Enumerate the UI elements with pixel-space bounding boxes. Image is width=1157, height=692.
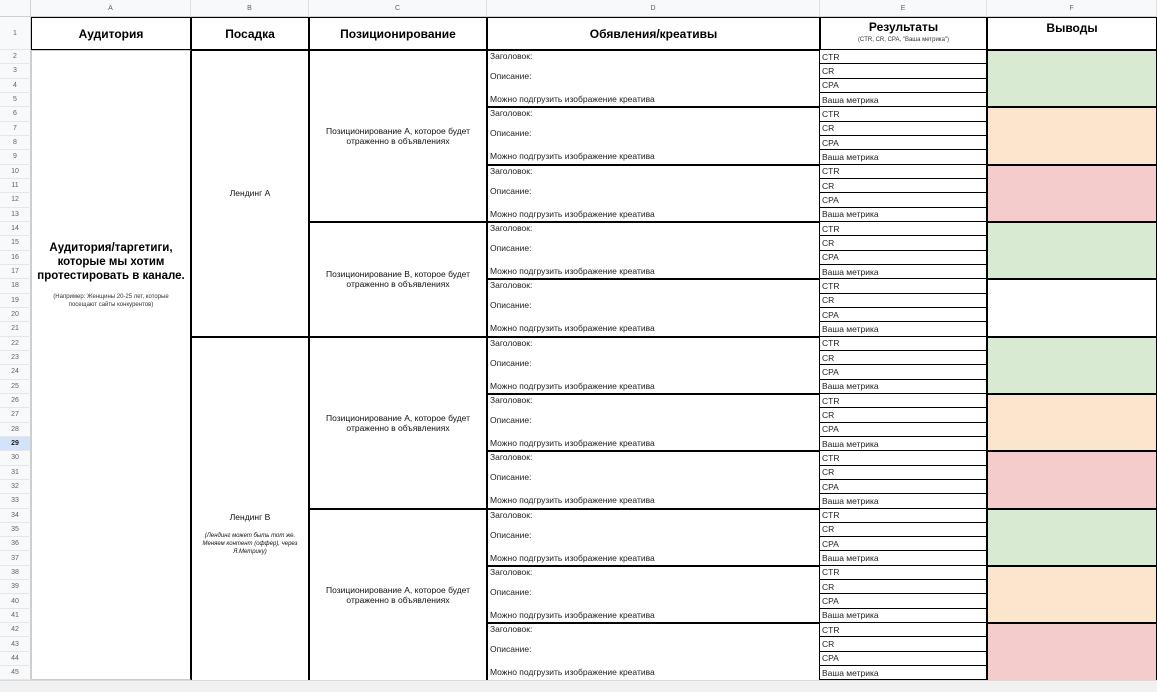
metric-cell[interactable]: CTR <box>820 394 987 408</box>
results-title: Результаты <box>868 20 939 34</box>
column-header-d[interactable]: D <box>487 0 820 17</box>
row-header-18[interactable]: 18 <box>0 279 31 293</box>
metric-cell[interactable]: CPA <box>820 594 987 608</box>
audience-note: (Например: Женщины 20-25 лет, которые посещают сайты конкурентов) <box>53 294 169 308</box>
row-header-35[interactable]: 35 <box>0 523 31 537</box>
row-header-27[interactable]: 27 <box>0 408 31 422</box>
metric-cell[interactable]: CTR <box>820 165 987 179</box>
metric-cell[interactable]: CPA <box>820 251 987 265</box>
metric-cell[interactable]: CPA <box>820 308 987 322</box>
row-header-33[interactable]: 33 <box>0 494 31 508</box>
metric-cell[interactable]: CR <box>820 466 987 480</box>
ad-description-label: Описание: <box>490 128 532 139</box>
positioning-cell[interactable] <box>309 50 487 222</box>
row-header-36[interactable]: 36 <box>0 537 31 551</box>
conclusion-cell[interactable] <box>987 394 1157 451</box>
positioning-cell[interactable] <box>309 337 487 509</box>
conclusion-cell[interactable] <box>987 509 1157 566</box>
ad-block[interactable] <box>487 623 820 680</box>
ad-description-label: Описание: <box>490 644 532 655</box>
ad-block[interactable] <box>487 279 820 336</box>
metric-cell[interactable]: CPA <box>820 537 987 551</box>
row-header-3[interactable]: 3 <box>0 64 31 78</box>
header-landing[interactable]: Посадка <box>191 17 309 50</box>
metric-cell[interactable]: Ваша метрика <box>820 322 987 336</box>
ad-block[interactable] <box>487 337 820 394</box>
ad-image-label: Можно подгрузить изображение креатива <box>490 495 655 506</box>
row-header-39[interactable]: 39 <box>0 580 31 594</box>
metric-cell[interactable]: Ваша метрика <box>820 93 987 107</box>
metric-cell[interactable]: CR <box>820 122 987 136</box>
metric-cell[interactable]: CPA <box>820 365 987 379</box>
metric-cell[interactable]: CR <box>820 408 987 422</box>
row-header-4[interactable]: 4 <box>0 79 31 93</box>
positioning-text: Позиционирование А, которое будет отраженно в объявлениях <box>325 125 471 146</box>
landing-b-label: Лендинг В <box>229 512 271 522</box>
metric-cell[interactable]: Ваша метрика <box>820 437 987 451</box>
audience-cell[interactable] <box>31 50 191 680</box>
header-ads[interactable]: Обявления/креативы <box>487 17 820 50</box>
metric-cell[interactable]: CPA <box>820 193 987 207</box>
ad-headline-label: Заголовок: <box>490 337 533 348</box>
row-header-9[interactable]: 9 <box>0 150 31 164</box>
positioning-text: Позиционирование В, которое будет отраженно в объявлениях <box>325 269 471 290</box>
row-header-11[interactable]: 11 <box>0 179 31 193</box>
ad-description-label: Описание: <box>490 71 532 81</box>
metric-cell[interactable]: Ваша метрика <box>820 265 987 279</box>
landing-a-label: Лендинг А <box>229 188 271 199</box>
conclusion-cell[interactable] <box>987 165 1157 222</box>
ad-headline-label: Заголовок: <box>490 108 533 119</box>
row-header-5[interactable]: 5 <box>0 93 31 107</box>
ad-block[interactable] <box>487 451 820 508</box>
results-subtitle: (CTR, CR, CPA, "Ваша метрика") <box>857 37 950 43</box>
ad-image-label: Можно подгрузить изображение креатива <box>490 437 655 448</box>
row-header-31[interactable]: 31 <box>0 466 31 480</box>
row-header-38[interactable]: 38 <box>0 566 31 580</box>
landing-a-cell[interactable] <box>191 50 309 337</box>
ad-description-label: Описание: <box>490 300 532 311</box>
positioning-cell[interactable] <box>309 509 487 681</box>
metric-cell[interactable]: CTR <box>820 107 987 121</box>
ad-block[interactable] <box>487 394 820 451</box>
row-header-37[interactable]: 37 <box>0 551 31 565</box>
header-audience[interactable]: Аудитория <box>31 17 191 50</box>
metric-cell[interactable]: CTR <box>820 451 987 465</box>
row-header-30[interactable]: 30 <box>0 451 31 465</box>
row-header-2[interactable]: 2 <box>0 50 31 64</box>
horizontal-scrollbar[interactable] <box>0 680 1157 692</box>
metric-cell[interactable]: CTR <box>820 222 987 236</box>
metric-cell[interactable]: CR <box>820 580 987 594</box>
header-conclusions[interactable]: Выводы <box>987 17 1157 50</box>
column-header-f[interactable]: F <box>987 0 1157 17</box>
ad-image-label: Можно подгрузить изображение креатива <box>490 380 655 391</box>
metric-cell[interactable]: CPA <box>820 79 987 93</box>
ad-headline-label: Заголовок: <box>490 394 533 405</box>
positioning-cell[interactable] <box>309 222 487 337</box>
landing-b-cell[interactable] <box>191 337 309 681</box>
ad-description-label: Описание: <box>490 414 532 425</box>
ad-description-label: Описание: <box>490 185 532 196</box>
ad-headline-label: Заголовок: <box>490 51 533 61</box>
ad-headline-label: Заголовок: <box>490 222 533 233</box>
ad-block[interactable] <box>487 222 820 279</box>
column-header-b[interactable]: B <box>191 0 309 17</box>
ad-image-label: Можно подгрузить изображение креатива <box>490 208 655 219</box>
row-header-32[interactable]: 32 <box>0 480 31 494</box>
conclusion-cell[interactable] <box>987 623 1157 680</box>
ad-description-label: Описание: <box>490 586 532 597</box>
ad-block[interactable] <box>487 566 820 623</box>
column-header-a[interactable]: A <box>31 0 191 17</box>
row-header-45[interactable]: 45 <box>0 666 31 680</box>
row-header-34[interactable]: 34 <box>0 509 31 523</box>
row-header-10[interactable]: 10 <box>0 165 31 179</box>
metric-cell[interactable]: Ваша метрика <box>820 208 987 222</box>
metric-cell[interactable]: CTR <box>820 566 987 580</box>
row-header-8[interactable]: 8 <box>0 136 31 150</box>
ad-block[interactable] <box>487 509 820 566</box>
conclusion-cell[interactable] <box>987 107 1157 164</box>
metric-cell[interactable]: Ваша метрика <box>820 150 987 164</box>
ad-image-label: Можно подгрузить изображение креатива <box>490 265 655 276</box>
row-header-23[interactable]: 23 <box>0 351 31 365</box>
row-header-21[interactable]: 21 <box>0 322 31 336</box>
row-header-13[interactable]: 13 <box>0 208 31 222</box>
conclusion-cell[interactable] <box>987 50 1157 107</box>
metric-cell[interactable]: CPA <box>820 480 987 494</box>
metric-cell[interactable]: CPA <box>820 652 987 666</box>
row-header-17[interactable]: 17 <box>0 265 31 279</box>
ad-block[interactable] <box>487 50 820 107</box>
metric-cell[interactable]: CR <box>820 523 987 537</box>
ad-image-label: Можно подгрузить изображение креатива <box>490 609 655 620</box>
metric-cell[interactable]: CTR <box>820 337 987 351</box>
metric-cell[interactable]: CPA <box>820 423 987 437</box>
ad-image-label: Можно подгрузить изображение креатива <box>490 323 655 334</box>
ad-description-label: Описание: <box>490 357 532 368</box>
row-header-16[interactable]: 16 <box>0 251 31 265</box>
select-all-corner[interactable] <box>0 0 31 17</box>
row-header-26[interactable]: 26 <box>0 394 31 408</box>
ad-image-label: Можно подгрузить изображение креатива <box>490 552 655 563</box>
metric-cell[interactable]: Ваша метрика <box>820 380 987 394</box>
ad-headline-label: Заголовок: <box>490 452 533 463</box>
row-header-19[interactable]: 19 <box>0 294 31 308</box>
row-header-25[interactable]: 25 <box>0 380 31 394</box>
positioning-text: Позиционирование А, которое будет отраженно в объявлениях <box>325 412 471 433</box>
row-header-14[interactable]: 14 <box>0 222 31 236</box>
ad-block[interactable] <box>487 107 820 164</box>
metric-cell[interactable]: CR <box>820 294 987 308</box>
row-header-41[interactable]: 41 <box>0 609 31 623</box>
metric-cell[interactable]: CR <box>820 637 987 651</box>
row-header-44[interactable]: 44 <box>0 652 31 666</box>
ad-headline-label: Заголовок: <box>490 566 533 577</box>
row-header-7[interactable]: 7 <box>0 122 31 136</box>
row-header-42[interactable]: 42 <box>0 623 31 637</box>
metric-cell[interactable]: Ваша метрика <box>820 666 987 680</box>
metric-cell[interactable]: Ваша метрика <box>820 609 987 623</box>
ad-headline-label: Заголовок: <box>490 624 533 635</box>
ad-headline-label: Заголовок: <box>490 165 533 176</box>
ad-block[interactable] <box>487 165 820 222</box>
ad-description-label: Описание: <box>490 529 532 540</box>
ad-image-label: Можно подгрузить изображение креатива <box>490 667 655 678</box>
row-header-15[interactable]: 15 <box>0 236 31 250</box>
row-header-24[interactable]: 24 <box>0 365 31 379</box>
ad-description-label: Описание: <box>490 472 532 483</box>
row-header-22[interactable]: 22 <box>0 337 31 351</box>
conclusion-cell[interactable] <box>987 279 1157 336</box>
column-header-c[interactable]: C <box>309 0 487 17</box>
metric-cell[interactable]: CR <box>820 351 987 365</box>
metric-cell[interactable]: CTR <box>820 50 987 64</box>
row-header-6[interactable]: 6 <box>0 107 31 121</box>
metric-cell[interactable]: CR <box>820 64 987 78</box>
header-positioning[interactable]: Позиционирование <box>309 17 487 50</box>
column-header-e[interactable]: E <box>820 0 987 17</box>
row-header-20[interactable]: 20 <box>0 308 31 322</box>
row-header-1[interactable]: 1 <box>0 17 31 50</box>
metric-cell[interactable]: CTR <box>820 509 987 523</box>
row-header-28[interactable]: 28 <box>0 423 31 437</box>
row-header-40[interactable]: 40 <box>0 594 31 608</box>
metric-cell[interactable]: Ваша метрика <box>820 494 987 508</box>
metric-cell[interactable]: CR <box>820 179 987 193</box>
audience-title: Аудитория/таргетиги, которые мы хотим протестировать в канале. <box>37 242 185 282</box>
landing-b-note: (Лендинг может быть тот же. Меняем контент (оффер), через Я.Метрику) <box>202 533 298 555</box>
ad-headline-label: Заголовок: <box>490 509 533 520</box>
ad-headline-label: Заголовок: <box>490 280 533 291</box>
metric-cell[interactable]: CTR <box>820 623 987 637</box>
metric-cell[interactable]: CPA <box>820 136 987 150</box>
header-results[interactable] <box>820 17 987 50</box>
ad-image-label: Можно подгрузить изображение креатива <box>490 94 655 104</box>
conclusion-cell[interactable] <box>987 451 1157 508</box>
metric-cell[interactable]: CTR <box>820 279 987 293</box>
row-header-43[interactable]: 43 <box>0 637 31 651</box>
positioning-text: Позиционирование А, которое будет отраженно в объявлениях <box>325 584 471 605</box>
metric-cell[interactable]: CR <box>820 236 987 250</box>
ad-image-label: Можно подгрузить изображение креатива <box>490 151 655 162</box>
conclusion-cell[interactable] <box>987 337 1157 394</box>
row-header-29[interactable]: 29 <box>0 437 31 451</box>
conclusion-cell[interactable] <box>987 222 1157 279</box>
row-header-12[interactable]: 12 <box>0 193 31 207</box>
ad-description-label: Описание: <box>490 242 532 253</box>
metric-cell[interactable]: Ваша метрика <box>820 551 987 565</box>
conclusion-cell[interactable] <box>987 566 1157 623</box>
